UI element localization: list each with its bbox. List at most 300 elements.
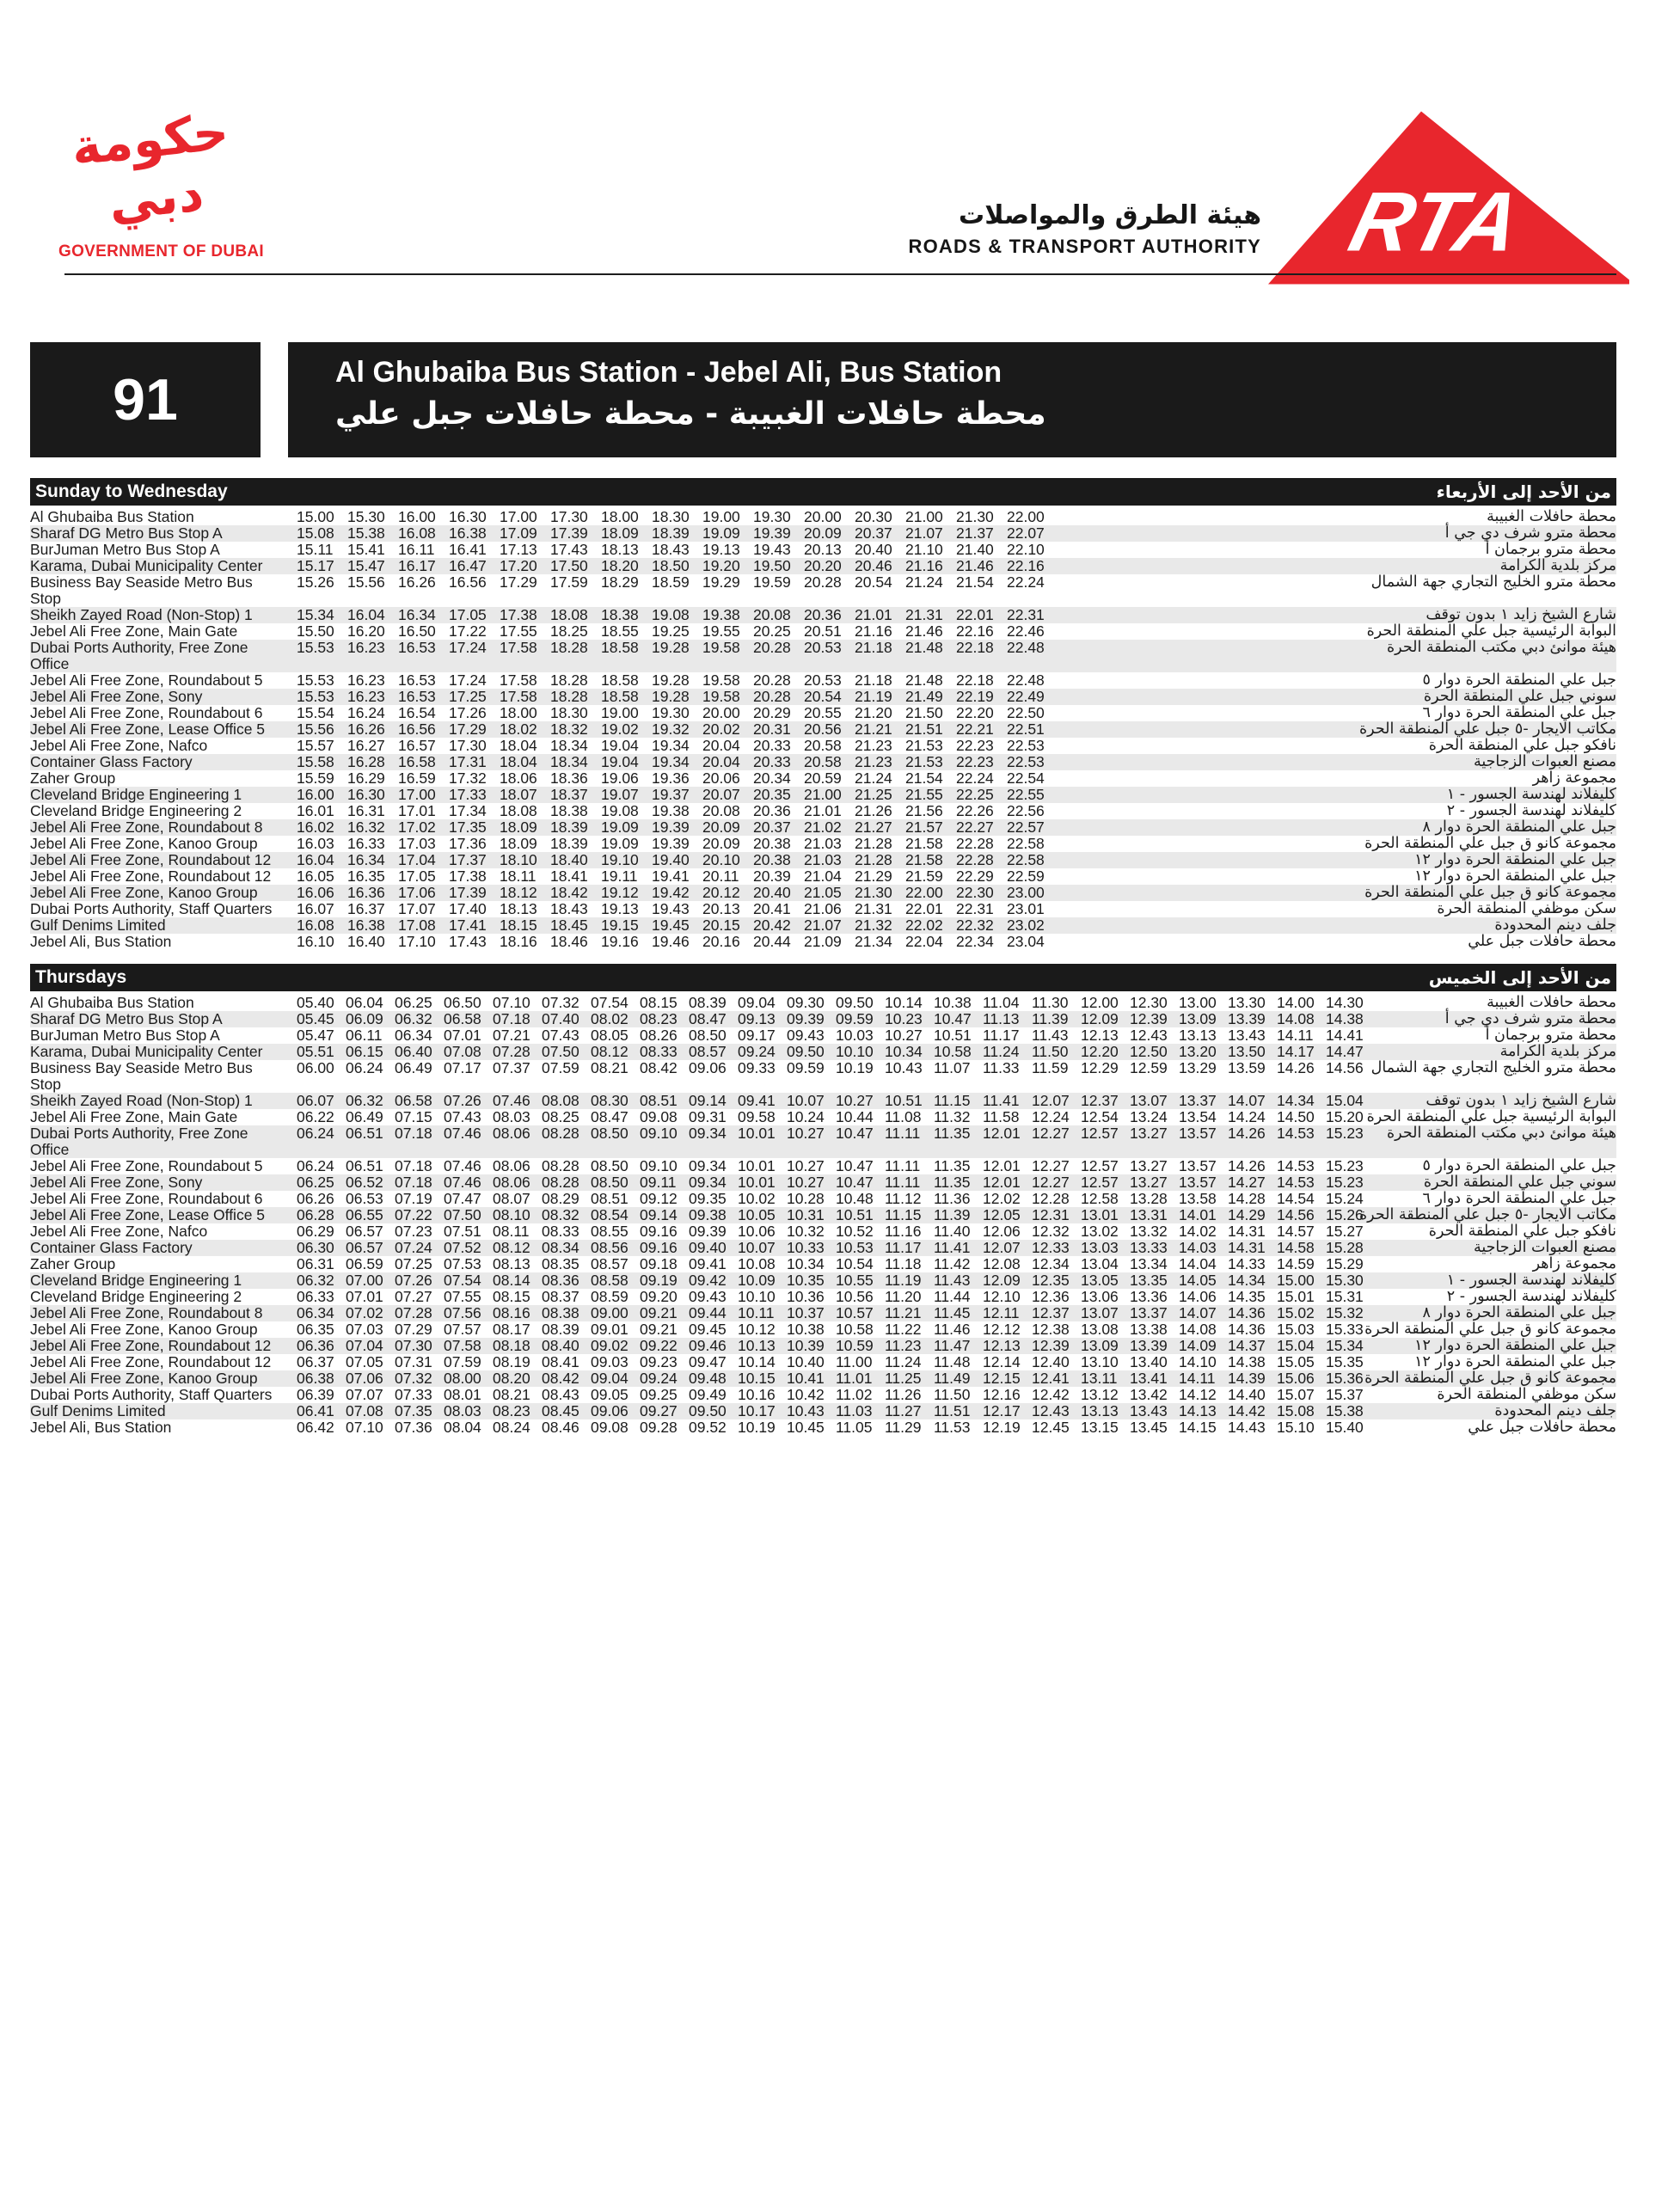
time-cell: 14.53 [1277,1125,1315,1142]
stop-name-en: Karama, Dubai Municipality Center [30,557,263,574]
time-cell: 20.00 [804,508,842,525]
time-cells [297,917,1058,934]
time-cell: 08.58 [591,1272,628,1289]
stop-name-en: Jebel Ali Free Zone, Roundabout 12 [30,1337,272,1354]
time-cell: 17.40 [449,900,487,917]
route-title-ar: محطة حافلات الغبيبة - محطة حافلات جبل علي [335,396,1046,432]
time-cell: 19.58 [702,671,740,689]
time-cell: 08.47 [689,1010,727,1027]
route-number-badge: 91 [30,342,261,457]
stop-name-en: BurJuman Metro Bus Stop A [30,541,220,558]
time-cell: 12.07 [1032,1092,1070,1109]
table-row [30,1419,1616,1436]
time-cell: 06.24 [297,1125,334,1142]
time-cell: 08.56 [591,1239,628,1256]
time-cell: 20.09 [804,524,842,542]
time-cells [297,1289,1375,1305]
time-cell: 13.50 [1228,1043,1266,1060]
time-cell: 21.00 [804,786,842,803]
time-cell: 15.57 [297,737,334,754]
time-cell: 14.38 [1326,1010,1364,1027]
time-cell: 11.36 [934,1190,971,1207]
time-cell: 17.24 [449,639,487,656]
time-cell: 19.06 [601,769,639,787]
time-cell: 08.06 [493,1157,530,1174]
time-cell: 08.28 [542,1174,579,1191]
stop-name-ar: شارع الشيخ زايد ١ بدون توقف [1426,1092,1616,1109]
stop-name-en: Container Glass Factory [30,1239,193,1256]
time-cell: 09.52 [689,1419,727,1436]
time-cell: 20.39 [753,868,791,885]
time-cell: 09.46 [689,1337,727,1354]
time-cell: 22.23 [956,753,994,770]
time-cell: 08.42 [542,1370,579,1387]
time-cell: 16.28 [347,753,385,770]
time-cell: 10.02 [738,1190,776,1207]
time-cell: 13.05 [1081,1272,1119,1289]
stop-name-ar: كليفلاند لهندسة الجسور - ١ [1446,786,1616,803]
time-cell: 19.04 [601,753,639,770]
time-cell: 09.25 [640,1386,678,1403]
time-cell: 06.53 [346,1190,383,1207]
time-cell: 12.05 [983,1206,1021,1223]
time-cell: 17.08 [398,917,436,934]
time-cell: 17.39 [550,524,588,542]
time-cell: 21.29 [855,868,892,885]
time-cells [297,836,1058,852]
time-cells [297,1109,1375,1125]
time-cell: 10.40 [787,1353,825,1370]
time-cell: 08.15 [493,1288,530,1305]
time-cell: 21.03 [804,851,842,868]
time-cell: 18.04 [500,753,537,770]
time-cell: 08.43 [542,1386,579,1403]
time-cell: 07.18 [395,1125,432,1142]
time-cells [297,934,1058,950]
time-cell: 07.40 [542,1010,579,1027]
table-row [30,574,1616,607]
time-cell: 15.38 [1326,1402,1364,1419]
time-cell: 08.03 [493,1108,530,1125]
time-cell: 16.00 [398,508,436,525]
time-cell: 22.24 [956,769,994,787]
stop-name-ar: مجموعة كانو ق جبل علي المنطقة الحرة [1364,835,1616,852]
time-cell: 19.39 [652,835,690,852]
time-cell: 11.24 [983,1043,1020,1060]
table-row [30,1321,1616,1338]
time-cell: 12.01 [983,1125,1021,1142]
time-cell: 20.59 [804,769,842,787]
time-cell: 13.57 [1179,1174,1217,1191]
time-cell: 21.23 [855,753,892,770]
time-cell: 16.34 [347,851,385,868]
time-cell: 21.10 [905,541,943,558]
time-cell: 12.24 [1032,1108,1070,1125]
time-cell: 21.53 [905,737,943,754]
time-cell: 16.23 [347,688,385,705]
time-cell: 21.37 [956,524,994,542]
time-cell: 10.27 [885,1027,923,1044]
time-cell: 10.08 [738,1255,776,1272]
stop-name-ar: محطة مترو الخليج التجاري جهة الشمال [1370,573,1616,591]
time-cell: 18.41 [550,868,588,885]
time-cell: 07.01 [346,1288,383,1305]
stop-name-en: Jebel Ali Free Zone, Nafco [30,737,208,754]
time-cell: 21.30 [956,508,994,525]
time-cell: 07.53 [444,1255,481,1272]
time-cell: 08.34 [542,1239,579,1256]
time-cell: 19.00 [702,508,740,525]
time-cells [297,1093,1375,1109]
time-cell: 11.41 [983,1092,1020,1109]
time-cell: 06.28 [297,1206,334,1223]
section-rows [30,991,1616,1436]
stop-name-ar: محطة حافلات جبل علي [1468,933,1616,950]
time-cell: 07.43 [444,1108,481,1125]
time-cell: 09.27 [640,1402,678,1419]
time-cell: 22.48 [1007,639,1045,656]
time-cell: 09.50 [787,1043,825,1060]
time-cell: 19.38 [652,802,690,819]
time-cell: 15.53 [297,671,334,689]
time-cell: 14.33 [1228,1255,1266,1272]
time-cells [297,770,1058,787]
time-cell: 21.49 [905,688,943,705]
time-cell: 17.58 [500,671,537,689]
time-cell: 17.22 [449,622,487,640]
stop-name-en: Jebel Ali Free Zone, Main Gate [30,1108,238,1125]
time-cell: 19.39 [753,524,791,542]
time-cell: 10.03 [836,1027,874,1044]
time-cell: 17.25 [449,688,487,705]
time-cell: 16.06 [297,884,334,901]
time-cell: 14.31 [1228,1239,1266,1256]
time-cell: 09.35 [689,1190,727,1207]
time-cell: 08.20 [493,1370,530,1387]
time-cell: 20.38 [753,835,791,852]
time-cell: 19.09 [601,835,639,852]
time-cell: 19.15 [601,917,639,934]
time-cell: 12.41 [1032,1370,1070,1387]
time-cell: 11.00 [836,1353,873,1370]
table-row [30,917,1616,934]
time-cell: 14.30 [1326,994,1364,1011]
time-cell: 12.17 [983,1402,1021,1419]
time-cell: 18.36 [550,769,588,787]
time-cell: 09.20 [640,1288,678,1305]
time-cell: 16.08 [398,524,436,542]
time-cell: 23.04 [1007,933,1045,950]
time-cell: 07.10 [346,1419,383,1436]
time-cell: 11.35 [934,1157,971,1174]
time-cell: 18.10 [500,851,537,868]
time-cell: 22.32 [956,917,994,934]
time-cell: 05.45 [297,1010,334,1027]
time-cell: 14.53 [1277,1174,1315,1191]
time-cell: 23.02 [1007,917,1045,934]
time-cell: 07.00 [346,1272,383,1289]
time-cell: 10.56 [836,1288,874,1305]
time-cell: 07.29 [395,1321,432,1338]
time-cell: 11.43 [934,1272,971,1289]
time-cell: 10.31 [787,1206,825,1223]
time-cell: 20.33 [753,737,791,754]
time-cell: 07.25 [395,1255,432,1272]
time-cells [297,1191,1375,1207]
time-cell: 18.39 [550,818,588,836]
time-cell: 16.31 [347,802,385,819]
time-cell: 14.31 [1228,1223,1266,1240]
table-row [30,623,1616,640]
time-cell: 14.58 [1277,1239,1315,1256]
time-cell: 21.51 [905,720,943,738]
time-cell: 08.36 [542,1272,579,1289]
time-cell: 08.16 [493,1304,530,1321]
time-cell: 17.43 [550,541,588,558]
time-cell: 07.07 [346,1386,383,1403]
time-cell: 12.43 [1130,1027,1168,1044]
time-cell: 11.01 [836,1370,873,1387]
time-cells [297,1125,1375,1142]
stop-name-en: Sharaf DG Metro Bus Stop A [30,524,223,542]
stop-name-en: Dubai Ports Authority, Free Zone Office [30,639,248,672]
time-cell: 15.08 [297,524,334,542]
time-cell: 14.53 [1277,1157,1315,1174]
table-row [30,1093,1616,1109]
time-cell: 16.33 [347,835,385,852]
time-cells [297,803,1058,819]
time-cell: 12.01 [983,1174,1021,1191]
time-cell: 11.32 [934,1108,971,1125]
time-cell: 20.08 [753,606,791,623]
time-cell: 12.39 [1130,1010,1168,1027]
time-cell: 08.14 [493,1272,530,1289]
time-cell: 11.51 [934,1402,971,1419]
time-cell: 10.27 [787,1125,825,1142]
time-cell: 08.00 [444,1370,481,1387]
time-cell: 12.38 [1032,1321,1070,1338]
time-cells [297,1305,1375,1321]
time-cell: 19.11 [601,868,638,885]
time-cell: 18.20 [601,557,639,574]
time-cell: 14.47 [1326,1043,1364,1060]
time-cell: 19.50 [753,557,791,574]
time-cell: 07.32 [395,1370,432,1387]
time-cell: 10.53 [836,1239,874,1256]
stop-name-ar: جبل علي المنطقة الحرة دوار ٨ [1422,1304,1616,1321]
time-cell: 07.03 [346,1321,383,1338]
time-cell: 14.34 [1228,1272,1266,1289]
time-cell: 12.15 [983,1370,1021,1387]
time-cell: 15.40 [1326,1419,1364,1436]
time-cell: 20.11 [702,868,739,885]
time-cell: 09.33 [738,1059,776,1076]
time-cell: 11.17 [885,1239,922,1256]
time-cell: 08.30 [591,1092,628,1109]
time-cell: 20.46 [855,557,892,574]
time-cell: 11.39 [1032,1010,1069,1027]
time-cell: 11.02 [836,1386,873,1403]
time-cell: 15.34 [1326,1337,1364,1354]
section-header-bar [30,478,1616,506]
time-cell: 14.00 [1277,994,1315,1011]
time-cell: 15.06 [1277,1370,1315,1387]
stop-name-en: Jebel Ali Free Zone, Roundabout 8 [30,818,263,836]
time-cell: 07.46 [493,1092,530,1109]
time-cell: 12.32 [1032,1223,1070,1240]
time-cell: 13.27 [1130,1125,1168,1142]
time-cell: 06.24 [346,1059,383,1076]
time-cell: 12.34 [1032,1255,1070,1272]
time-cell: 17.58 [500,639,537,656]
time-cell: 10.42 [787,1386,825,1403]
time-cell: 07.18 [493,1010,530,1027]
time-cell: 13.54 [1179,1108,1217,1125]
table-row [30,1272,1616,1289]
time-cell: 20.31 [753,720,791,738]
time-cell: 16.03 [297,835,334,852]
table-row [30,558,1616,574]
time-cell: 16.23 [347,671,385,689]
stop-name-ar: البوابة الرئيسية جبل علي المنطقة الحرة [1366,622,1616,640]
time-cell: 08.50 [591,1125,628,1142]
stop-name-ar: محطة حافلات جبل علي [1468,1419,1616,1436]
time-cell: 06.07 [297,1092,334,1109]
time-cell: 11.35 [934,1125,971,1142]
time-cell: 20.06 [702,769,740,787]
svg-text:RTA: RTA [1340,175,1530,270]
time-cell: 14.57 [1277,1223,1315,1240]
stop-name-ar: سوني جبل علي المنطقة الحرة [1423,1174,1616,1191]
time-cells [297,1240,1375,1256]
time-cell: 17.39 [449,884,487,901]
stop-name-ar: محطة حافلات الغبيبة [1487,508,1616,525]
time-cell: 06.32 [297,1272,334,1289]
time-cell: 12.37 [1032,1304,1070,1321]
table-row [30,1289,1616,1305]
time-cell: 16.38 [347,917,385,934]
time-cell: 08.06 [493,1174,530,1191]
time-cell: 08.10 [493,1206,530,1223]
time-cell: 15.53 [297,688,334,705]
time-cell: 07.51 [444,1223,481,1240]
stop-name-en: Jebel Ali Free Zone, Roundabout 12 [30,868,272,885]
table-row [30,721,1616,738]
time-cell: 10.07 [738,1239,776,1256]
time-cell: 11.15 [934,1092,971,1109]
table-row [30,672,1616,689]
stop-name-ar: مكاتب الايجار -٥ جبل علي المنطقة الحرة [1359,720,1616,738]
time-cell: 09.34 [689,1174,727,1191]
time-cell: 13.36 [1130,1288,1168,1305]
time-cell: 15.30 [347,508,385,525]
table-row [30,1223,1616,1240]
time-cell: 09.18 [640,1255,678,1272]
time-cell: 16.37 [347,900,385,917]
time-cell: 22.18 [956,671,994,689]
time-cell: 07.26 [395,1272,432,1289]
time-cell: 07.08 [444,1043,481,1060]
time-cell: 16.54 [398,704,436,721]
time-cell: 16.30 [449,508,487,525]
time-cell: 13.45 [1130,1419,1168,1436]
time-cell: 16.53 [398,639,436,656]
time-cell: 12.27 [1032,1157,1070,1174]
time-cell: 19.46 [652,933,690,950]
time-cell: 06.52 [346,1174,383,1191]
stop-name-en: Business Bay Seaside Metro Bus Stop [30,1059,253,1093]
time-cell: 12.50 [1130,1043,1168,1060]
time-cell: 22.26 [956,802,994,819]
time-cells [297,525,1058,542]
time-cell: 06.36 [297,1337,334,1354]
time-cell: 21.28 [855,835,892,852]
table-row [30,1109,1616,1125]
time-cell: 19.30 [652,704,690,721]
table-row [30,995,1616,1011]
time-cell: 19.36 [652,769,690,787]
time-cell: 18.37 [550,786,588,803]
time-cell: 15.29 [1326,1255,1364,1272]
time-cell: 12.13 [983,1337,1021,1354]
table-row [30,868,1616,885]
time-cell: 16.58 [398,753,436,770]
time-cell: 11.20 [885,1288,922,1305]
time-cell: 07.28 [395,1304,432,1321]
time-cell: 21.50 [905,704,943,721]
table-row [30,1011,1616,1027]
time-cell: 22.19 [956,688,994,705]
time-cell: 20.53 [804,671,842,689]
time-cell: 14.36 [1228,1321,1266,1338]
time-cell: 09.05 [591,1386,628,1403]
time-cell: 11.39 [934,1206,971,1223]
time-cell: 13.13 [1081,1402,1119,1419]
time-cell: 22.49 [1007,688,1045,705]
time-cell: 14.13 [1179,1402,1217,1419]
time-cell: 13.27 [1130,1174,1168,1191]
stop-name-ar: جبل علي المنطقة الحرة دوار ٦ [1422,704,1616,721]
stop-name-ar: نافكو جبل علي المنطقة الحرة [1428,737,1616,754]
time-cell: 15.01 [1277,1288,1315,1305]
time-cell: 12.57 [1081,1157,1119,1174]
time-cell: 11.47 [934,1337,971,1354]
time-cell: 10.14 [885,994,923,1011]
time-cell: 19.08 [601,802,639,819]
time-cell: 08.54 [591,1206,628,1223]
time-cell: 15.05 [1277,1353,1315,1370]
table-row [30,1256,1616,1272]
time-cell: 14.01 [1179,1206,1217,1223]
time-cell: 09.58 [738,1108,776,1125]
time-cell: 18.40 [550,851,588,868]
time-cell: 06.37 [297,1353,334,1370]
time-cell: 22.01 [956,606,994,623]
time-cell: 22.29 [956,868,994,885]
time-cell: 13.03 [1081,1239,1119,1256]
table-row [30,1027,1616,1044]
time-cell: 16.53 [398,671,436,689]
time-cell: 06.58 [444,1010,481,1027]
time-cell: 09.02 [591,1337,628,1354]
time-cell: 09.38 [689,1206,727,1223]
time-cell: 16.32 [347,818,385,836]
stop-name-en: Jebel Ali Free Zone, Sony [30,688,203,705]
time-cell: 14.15 [1179,1419,1217,1436]
time-cell: 19.10 [601,851,639,868]
time-cell: 10.24 [787,1108,825,1125]
time-cell: 09.13 [738,1010,776,1027]
